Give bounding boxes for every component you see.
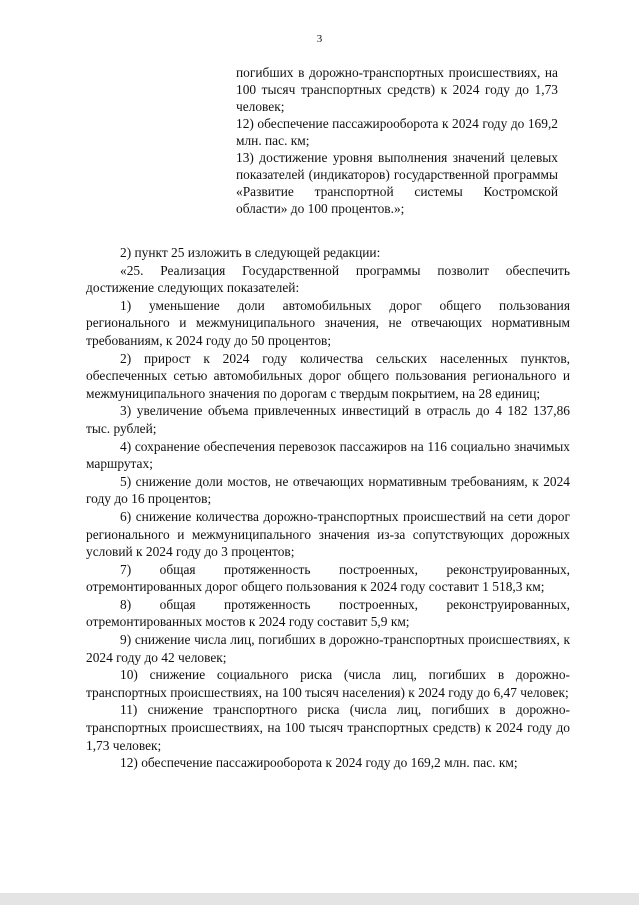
list-item-6: 6) снижение количества дорожно-транспортных происшествий на сети дорог регионального и межмуниципального значения из-за сопутствующих дорожных условий к 2024 году до 3 процентов; — [86, 508, 570, 560]
list-item-5: 5) снижение доли мостов, не отвечающих нормативным требованиям, к 2024 году до 16 процентов; — [86, 473, 570, 507]
list-item-10: 10) снижение социального риска (числа лиц, погибших в дорожно-транспортных происшествиях, на 100 тысяч населения) к 2024 году до 6,47 человек; — [86, 667, 570, 700]
list-item-3: 3) увеличение объема привлеченных инвестиций в отрасль до 4 182 137,86 тыс. рублей; — [86, 403, 570, 436]
list-item-2: 2) прирост к 2024 году количества сельских населенных пунктов, обеспеченных сетью автомобильных дорог общего пользования регионального и межмуниципального значения по дорогам с твердым покрытием, на 28 единиц; — [86, 350, 570, 401]
list-item-12: 12) обеспечение пассажирооборота к 2024 году до 169,2 млн. пас. км; — [120, 755, 518, 771]
list-item-8: 8) общая протяженность построенных, реконструированных, отремонтированных мостов к 2024 году составит 5,9 км; — [86, 596, 570, 630]
quote-paragraph-12: 12) обеспечение пассажирооборота к 2024 году до 169,2 млн. пас. км; — [236, 116, 558, 148]
list-item-1: 1) уменьшение доли автомобильных дорог общего пользования регионального и межмуниципального значения, не отвечающих нормативным требованиям, к 2024 году до 50 процентов; — [86, 297, 570, 348]
paragraph-section-25: «25. Реализация Государственной программы позволит обеспечить достижение следующих показателей: — [86, 262, 570, 296]
quoted-block — [236, 64, 558, 217]
page-number: 3 — [316, 33, 323, 45]
list-item-9: 9) снижение числа лиц, погибших в дорожно-транспортных происшествиях, к 2024 году до 42 человек; — [86, 632, 570, 665]
paragraph-point-2: 2) пункт 25 изложить в следующей редакции: — [120, 245, 381, 260]
list-item-7: 7) общая протяженность построенных, реконструированных, отремонтированных дорог общего пользования к 2024 году составит 1 518,3 км; — [86, 561, 570, 595]
list-item-4: 4) сохранение обеспечения перевозок пассажиров на 116 социально значимых маршрутах; — [86, 438, 570, 472]
quote-paragraph-13: 13) достижение уровня выполнения значений целевых показателей (индикаторов) государственной программы «Развитие транспортной системы Костромской области» до 100 процентов.»; — [236, 150, 558, 216]
main-text — [86, 244, 570, 772]
list-item-11: 11) снижение транспортного риска (числа лиц, погибших в дорожно-транспортных происшествиях, на 100 тысяч транспортных средств) к 2024 году до 1,73 человек; — [86, 702, 570, 753]
bottom-scan-edge — [0, 893, 639, 905]
quote-paragraph-continuation: погибших в дорожно-транспортных происшествиях, на 100 тысяч транспортных средств) к 2024 году до 1,73 человек; — [236, 65, 558, 114]
